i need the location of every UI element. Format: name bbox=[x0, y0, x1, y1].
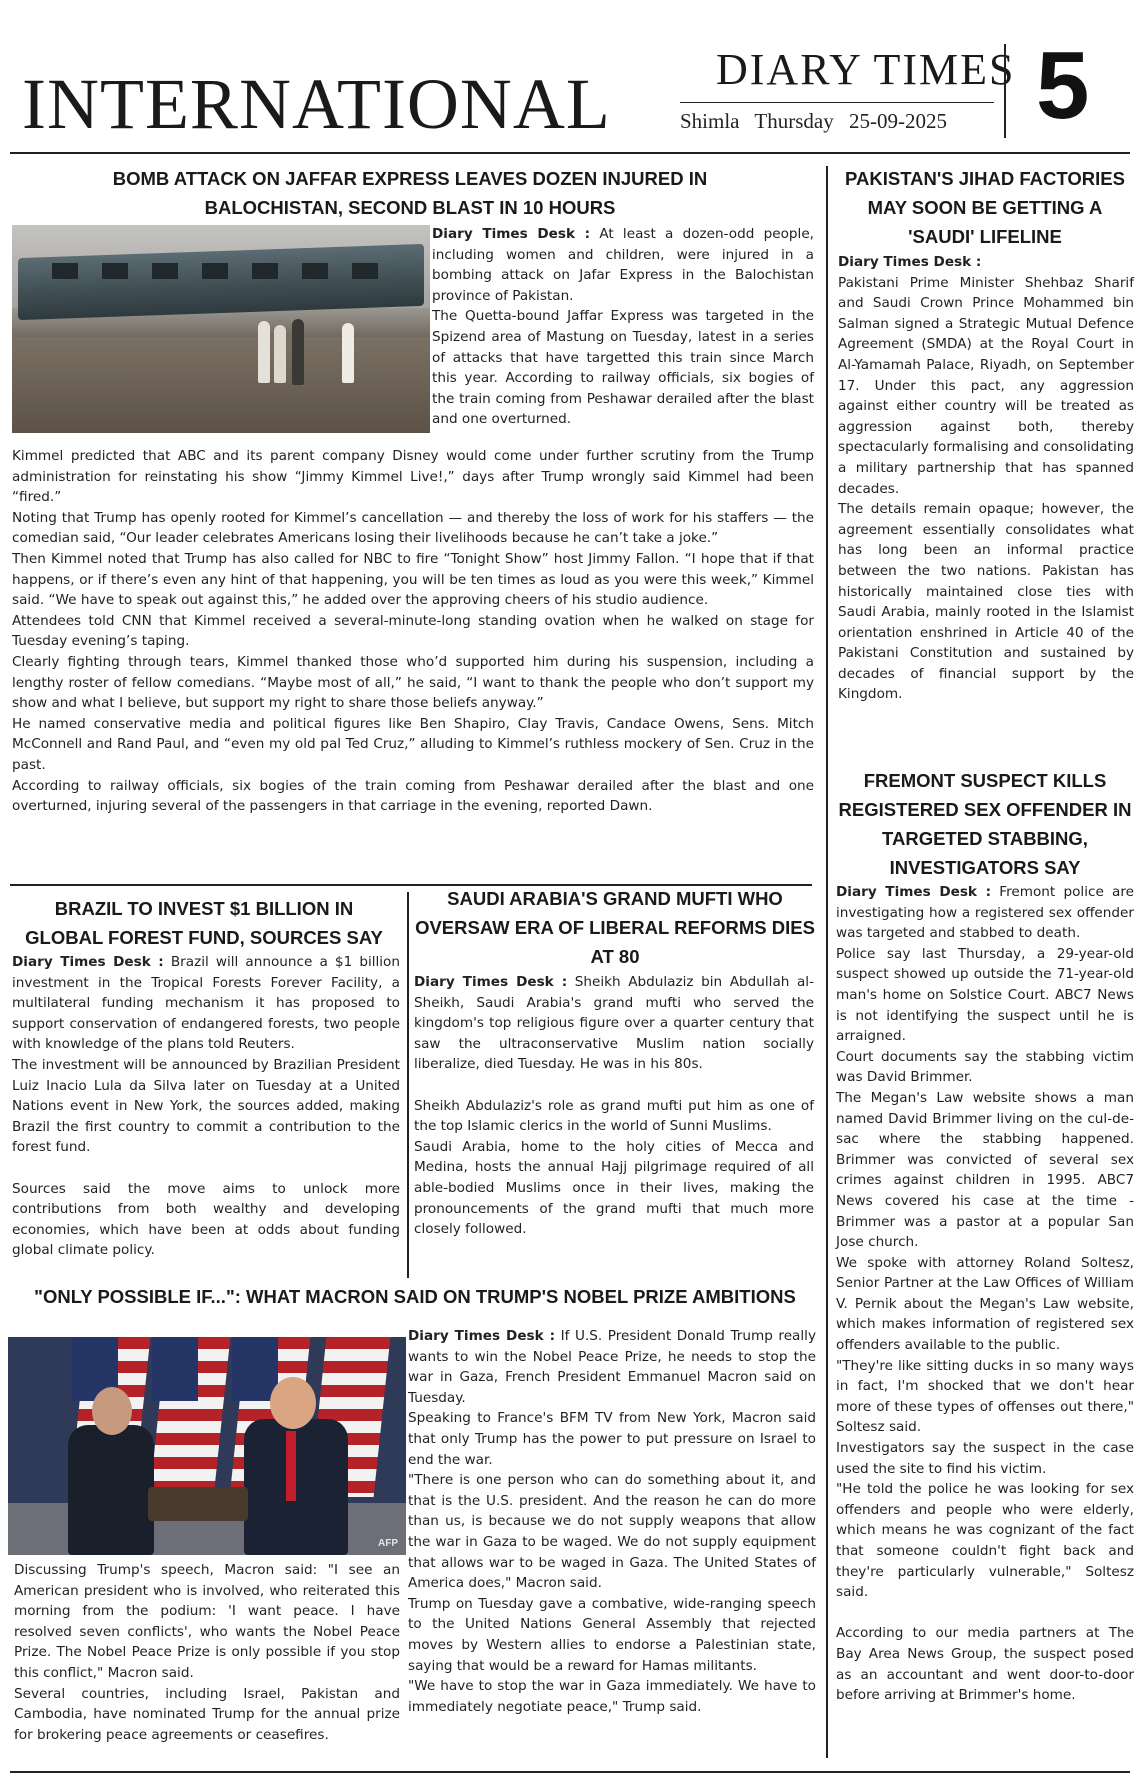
article-jaffar-lead: At least a dozen-odd people, including women and children, were injured in a bombing attack on Jafar Express in the Balochistan province of Pakistan. bbox=[432, 226, 815, 304]
article-paragraph: Sources said the move aims to unlock more contributions from both wealthy and developing economies, which have been at odds about funding global climate policy. bbox=[12, 1180, 400, 1259]
article-paragraph: We spoke with attorney Roland Soltesz, Senior Partner at the Law Offices of William V. Pernik about the Megan's Law website, which makes information of registered sex offenders available to the public. bbox=[836, 1254, 1134, 1354]
article-fremont-headline: FREMONT SUSPECT KILLS REGISTERED SEX OFFENDER IN TARGETED STABBING, INVESTIGATORS SAY bbox=[838, 770, 1132, 878]
table bbox=[148, 1487, 248, 1521]
byline: Diary Times Desk : bbox=[414, 974, 568, 990]
person-left bbox=[68, 1425, 154, 1555]
article-paragraph: According to our media partners at The Bay Area News Group, the suspect posed as an accountant and went door-to-door before arriving at Brimmer's home. bbox=[836, 1625, 1134, 1704]
dateline-date: 25-09-2025 bbox=[848, 109, 947, 133]
masthead bbox=[0, 0, 1140, 148]
article-paragraph: Clearly fighting through tears, Kimmel thanked those who’d supported him during his suspension, including a lengthy roster of fellow comedians. “Maybe most of all,” he said, “I want to thank the people who don’t support my show and what I believe, but support my right to share those beliefs anyway.” bbox=[12, 653, 814, 712]
article-pakistan-headline: PAKISTAN'S JIHAD FACTORIES MAY SOON BE GETTING A 'SAUDI' LIFELINE bbox=[845, 168, 1125, 247]
person bbox=[292, 319, 304, 385]
article-paragraph: Trump on Tuesday gave a combative, wide-ranging speech to the United Nations General Assembly that rejected moves by Western allies to endorse a Palestinian state, saying that would be a reward for Hamas militants. bbox=[408, 1595, 816, 1674]
article-paragraph: "They're like sitting ducks in so many ways in fact, I'm shocked that we don't hear more of these types of offenses out there," Soltesz said. bbox=[836, 1357, 1134, 1436]
article-macron-headline: "ONLY POSSIBLE IF...": WHAT MACRON SAID ON TRUMP'S NOBEL PRIZE AMBITIONS bbox=[34, 1286, 796, 1307]
article-paragraph: "There is one person who can do something about it, and that is the U.S. president. And the reason he can do more than us, is because we do not supply weapons that allow the war in Gaza to be waged. We do not supply equipment that allows war to be waged in Gaza. The United States of America does," Macron said. bbox=[408, 1472, 816, 1592]
person bbox=[274, 325, 286, 383]
byline: Diary Times Desk : bbox=[12, 954, 164, 970]
photo-credit: AFP bbox=[378, 1538, 398, 1549]
article-macron-under-photo bbox=[14, 1560, 400, 1745]
article-paragraph: Sheikh Abdulaziz's role as grand mufti put him as one of the top Islamic clerics in the world of Sunni Muslims. bbox=[414, 1097, 814, 1135]
article-paragraph: "He told the police he was looking for sex offenders and people who were elderly, which means he was cognizant of the fact that someone couldn't fight back and they're particularly vulnerable," Soltesz said. bbox=[836, 1481, 1134, 1601]
article-paragraph: Noting that Trump has openly rooted for Kimmel’s cancellation — and thereby the loss of work for his staffers — the comedian said, “Our leader celebrates Americans losing their livelihoods because he can’t take a joke.” bbox=[12, 509, 814, 547]
person-right-head bbox=[270, 1377, 316, 1429]
red-tie bbox=[286, 1431, 296, 1501]
train-window bbox=[252, 263, 278, 279]
article-brazil-body bbox=[12, 952, 400, 1261]
article-paragraph: The Quetta-bound Jaffar Express was targeted in the Spizend area of Mastung on Tuesday, latest in a series of attacks that have targetted this train since March this year. According to railway officials, six bogies of the train coming from Peshawar derailed after the blast and one overturned. bbox=[432, 308, 814, 428]
train-window bbox=[352, 263, 378, 279]
page-number: 5 bbox=[1036, 32, 1090, 139]
article-jaffar-body bbox=[12, 446, 814, 817]
page-bottom-rule bbox=[10, 1771, 1130, 1773]
dateline-city: Shimla bbox=[680, 109, 740, 133]
article-jaffar-headline: BOMB ATTACK ON JAFFAR EXPRESS LEAVES DOZEN INJURED IN BALOCHISTAN, SECOND BLAST IN 10 HOURS bbox=[112, 168, 708, 218]
train-window bbox=[152, 263, 178, 279]
newspaper-name: DIARY TIMES bbox=[716, 45, 1016, 94]
article-mufti-headline: SAUDI ARABIA'S GRAND MUFTI WHO OVERSAW ERA OF LIBERAL REFORMS DIES AT 80 bbox=[415, 888, 815, 967]
train-window bbox=[52, 263, 78, 279]
article-paragraph: Several countries, including Israel, Pakistan and Cambodia, have nominated Trump for the annual prize for brokering peace agreements or ceasefires. bbox=[14, 1685, 400, 1743]
article-paragraph: Kimmel predicted that ABC and its parent company Disney would come under further scrutiny from the Trump administration for reinstating his show “Jimmy Kimmel Live!,” days after Trump wrongly said Kimmel had been “fired.” bbox=[12, 448, 814, 506]
masthead-rule bbox=[680, 102, 994, 103]
track-embankment bbox=[12, 337, 430, 433]
article-paragraph: Police say last Thursday, a 29-year-old suspect showed up outside the 71-year-old man's home on Solstice Court. ABC7 News is not identifying the suspect until he is arraigned. bbox=[836, 945, 1134, 1045]
byline: Diary Times Desk : bbox=[408, 1328, 556, 1344]
column-divider-right bbox=[826, 166, 828, 1758]
macron-trump-photo bbox=[8, 1337, 406, 1555]
article-brazil-lead: Brazil will announce a $1 billion investment in the Tropical Forests Forever Facility, a multilateral funding mechanism it has proposed to support conservation of endangered forests, two people with knowledge of the plans told Reuters. bbox=[12, 954, 400, 1053]
article-pakistan-body bbox=[838, 252, 1134, 705]
dateline-day: Thursday bbox=[754, 109, 834, 133]
article-paragraph: "We have to stop the war in Gaza immediately. We have to immediately negotiate peace," Trump said. bbox=[408, 1678, 816, 1715]
masthead-divider bbox=[1004, 44, 1006, 138]
section-title: INTERNATIONAL bbox=[22, 64, 611, 144]
article-paragraph: He named conservative media and political figures like Ben Shapiro, Clay Travis, Candace Owens, Sens. Mitch McConnell and Rand Paul, and “even my old pal Ted Cruz,” alluding to Kimmel’s ruthless mockery of Sen. Cruz in the past. bbox=[12, 715, 814, 773]
train-window bbox=[102, 263, 128, 279]
article-macron-lead: If U.S. President Donald Trump really wants to win the Nobel Peace Prize, he needs to stop the war in Gaza, French President Emmanuel Macron said on Tuesday. bbox=[408, 1328, 816, 1406]
flag-canton bbox=[152, 1337, 198, 1401]
byline: Diary Times Desk : bbox=[838, 254, 982, 270]
article-jaffar-side-text bbox=[432, 224, 814, 430]
person bbox=[258, 321, 270, 383]
byline: Diary Times Desk : bbox=[836, 884, 992, 900]
byline: Diary Times Desk : bbox=[432, 226, 591, 242]
train-photo bbox=[12, 225, 430, 433]
train-window bbox=[302, 263, 328, 279]
article-paragraph: Speaking to France's BFM TV from New York, Macron said that only Trump has the power to put pressure on Israel to end the war. bbox=[408, 1410, 816, 1468]
train-window bbox=[202, 263, 228, 279]
article-paragraph: Investigators say the suspect in the case used the site to find his victim. bbox=[836, 1440, 1134, 1477]
person bbox=[342, 323, 354, 383]
article-mufti-body bbox=[414, 972, 814, 1240]
person-right bbox=[244, 1419, 348, 1555]
column-divider-mid bbox=[407, 892, 409, 1278]
article-paragraph: According to railway officials, six bogies of the train coming from Peshawar derailed after the blast and one overturned, injuring several of the passengers in that carriage in the evening, reported Dawn. bbox=[12, 777, 814, 815]
article-mufti-lead: Sheikh Abdulaziz bin Abdullah al-Sheikh, Saudi Arabia's grand mufti who served the kingdom's top religious figure over a quarter century that saw the ultraconservative Muslim nation socially liberalize, died Tuesday. He was in his 80s. bbox=[414, 974, 814, 1073]
article-paragraph: The investment will be announced by Brazilian President Luiz Inacio Lula da Silva later on Tuesday at a United Nations event in New York, the sources added, making Brazil the first country to commit a contribution to the forest fund. bbox=[12, 1056, 400, 1156]
dateline bbox=[680, 108, 957, 134]
article-paragraph: Discussing Trump's speech, Macron said: "I see an American president who is involved, who reiterated this morning from the podium: 'I want peace. I have resolved seven conflicts', who wants the Nobel Peace Prize. The Nobel Peace Prize is only possible if you stop this conflict," Macron said. bbox=[14, 1562, 400, 1681]
article-brazil-headline: BRAZIL TO INVEST $1 BILLION IN GLOBAL FOREST FUND, SOURCES SAY bbox=[25, 898, 383, 948]
article-paragraph: Attendees told CNN that Kimmel received a several-minute-long standing ovation when he walked on stage for Tuesday evening’s taping. bbox=[12, 612, 814, 650]
article-paragraph: The Megan's Law website shows a man named David Brimmer living on the cul-de-sac where the stabbing happened. Brimmer was convicted of several sex crimes against children in 1995. ABC7 News covered his case at the time - Brimmer was a pastor at a popular San Jose church. bbox=[836, 1089, 1134, 1251]
article-paragraph: The details remain opaque; however, the agreement essentially consolidates what has long been an informal practice between the two nations. Pakistan has historically maintained close ties with Saudi Arabia, mainly rooted in the Islamist orientation enshrined in Article 40 of the Pakistani Constitution and sustained by decades of financial support by the Kingdom. bbox=[838, 501, 1134, 703]
article-fremont-lead: Fremont police are investigating how a registered sex offender was targeted and stabbed to death. bbox=[836, 884, 1135, 942]
train-carriage bbox=[18, 244, 424, 320]
article-paragraph: Court documents say the stabbing victim was David Brimmer. bbox=[836, 1048, 1134, 1086]
article-macron-body bbox=[408, 1326, 816, 1717]
article-fremont-body bbox=[836, 882, 1134, 1706]
article-paragraph: Pakistani Prime Minister Shehbaz Sharif and Saudi Crown Prince Mohammed bin Salman signed a Strategic Mutual Defence Agreement (SMDA) at the Royal Court in Al-Yamamah Palace, Riyadh, on September 17. Under this pact, any aggression against either country will be treated as aggression against both, thereby spectacularly formalising and consolidating a military partnership that has spanned decades. bbox=[838, 274, 1134, 497]
article-paragraph: Then Kimmel noted that Trump has also called for NBC to fire “Tonight Show” host Jimmy Fallon. “I hope that if that happens, or if there’s even any hint of that happening, you will be ten times as loud as you were this week,” Kimmel said. “We have to speak out against this,” he added over the approving cheers of his studio audience. bbox=[12, 550, 814, 609]
masthead-bottom-rule bbox=[10, 152, 1130, 154]
person-left-head bbox=[92, 1387, 132, 1435]
article-paragraph: Saudi Arabia, home to the holy cities of Mecca and Medina, hosts the annual Hajj pilgrimage required of all able-bodied Muslims once in their lives, making the pronouncements of the grand mufti that much more closely followed. bbox=[414, 1138, 814, 1238]
